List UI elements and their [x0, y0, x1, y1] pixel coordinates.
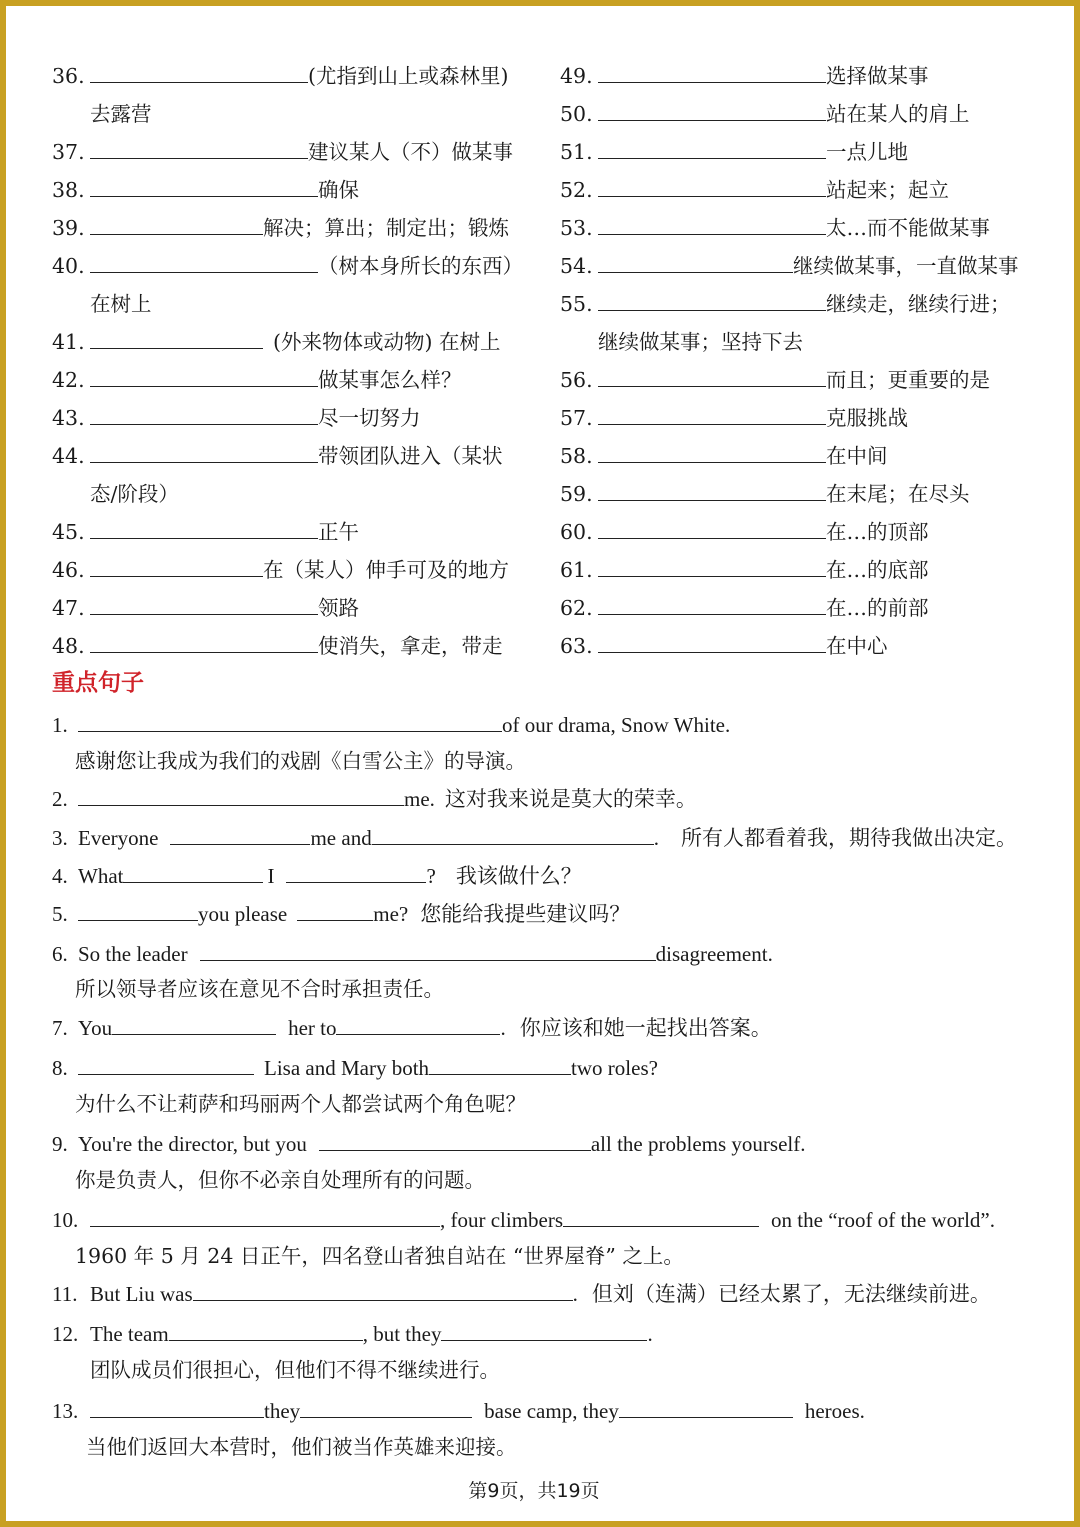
vocab-item: 44. 带领团队进入（某状 [52, 444, 503, 468]
sentence-translation: 1960 年 5 月 24 日正午，四名登山者独自站在 “世界屋脊” 之上。 [75, 1244, 684, 1268]
vocab-item: 61. 在…的底部 [560, 558, 929, 582]
answer-blank[interactable] [112, 1016, 276, 1035]
vocab-item: 51. 一点儿地 [560, 140, 908, 164]
answer-blank[interactable] [90, 330, 263, 349]
sentence-translation: 感谢您让我成为我们的戏剧《白雪公主》的导演。 [75, 749, 526, 773]
answer-blank[interactable] [90, 520, 318, 539]
vocab-item-continuation: 继续做某事；坚持下去 [598, 330, 803, 354]
answer-blank[interactable] [90, 406, 318, 425]
vocab-item: 40. （树本身所长的东西） [52, 254, 523, 278]
answer-blank[interactable] [598, 482, 826, 501]
answer-blank[interactable] [78, 787, 404, 806]
vocab-item-continuation: 态/阶段） [90, 482, 179, 506]
answer-blank[interactable] [90, 634, 318, 653]
answer-blank[interactable] [90, 1208, 440, 1227]
answer-blank[interactable] [563, 1208, 759, 1227]
answer-blank[interactable] [123, 864, 263, 883]
answer-blank[interactable] [598, 178, 826, 197]
answer-blank[interactable] [598, 444, 826, 463]
sentence-item: 11. But Liu was . 但刘（连满）已经太累了，无法继续前进。 [52, 1282, 991, 1306]
answer-blank[interactable] [336, 1016, 500, 1035]
sentence-item: 2. me. 这对我来说是莫大的荣幸。 [52, 787, 697, 811]
sentence-item: 3. Everyone me and . 所有人都看着我，期待我做出决定。 [52, 826, 1017, 850]
answer-blank[interactable] [598, 520, 826, 539]
sentence-item: 10. , four climbers on the “roof of the world”. [52, 1208, 995, 1232]
vocab-item: 52. 站起来；起立 [560, 178, 949, 202]
vocab-item: 39. 解决；算出；制定出；锻炼 [52, 216, 509, 240]
sentence-item: 8. Lisa and Mary both two roles? [52, 1056, 658, 1080]
vocab-item: 46. 在（某人）伸手可及的地方 [52, 558, 509, 582]
vocab-item: 47. 领路 [52, 596, 359, 620]
answer-blank[interactable] [372, 826, 654, 845]
answer-blank[interactable] [598, 64, 826, 83]
answer-blank[interactable] [90, 216, 263, 235]
vocab-item: 42. 做某事怎么样？ [52, 368, 462, 392]
answer-blank[interactable] [90, 368, 318, 387]
sentence-item: 4. What I ? 我该做什么？ [52, 864, 582, 888]
sentence-translation: 所以领导者应该在意见不合时承担责任。 [75, 977, 444, 1001]
sentence-item: 9. You're the director, but you all the problems yourself. [52, 1132, 806, 1156]
answer-blank[interactable] [78, 713, 502, 732]
answer-blank[interactable] [193, 1282, 573, 1301]
vocab-item-continuation: 在树上 [90, 292, 152, 316]
vocab-item: 59. 在末尾；在尽头 [560, 482, 970, 506]
vocab-item: 48. 使消失，拿走，带走 [52, 634, 503, 658]
answer-blank[interactable] [598, 406, 826, 425]
answer-blank[interactable] [90, 558, 263, 577]
vocab-item-continuation: 去露营 [90, 102, 152, 126]
answer-blank[interactable] [78, 902, 198, 921]
vocab-item: 58. 在中间 [560, 444, 888, 468]
sentence-item: 5. you please me? 您能给我提些建议吗？ [52, 902, 631, 926]
answer-blank[interactable] [200, 942, 656, 961]
answer-blank[interactable] [300, 1399, 472, 1418]
answer-blank[interactable] [598, 368, 826, 387]
vocab-item: 63. 在中心 [560, 634, 888, 658]
answer-blank[interactable] [297, 902, 373, 921]
vocab-item: 43. 尽一切努力 [52, 406, 421, 430]
answer-blank[interactable] [429, 1056, 571, 1075]
answer-blank[interactable] [169, 1322, 363, 1341]
answer-blank[interactable] [90, 1399, 264, 1418]
answer-blank[interactable] [90, 64, 308, 83]
answer-blank[interactable] [90, 140, 308, 159]
vocab-item: 53. 太…而不能做某事 [560, 216, 990, 240]
answer-blank[interactable] [598, 102, 826, 121]
answer-blank[interactable] [598, 140, 826, 159]
answer-blank[interactable] [619, 1399, 793, 1418]
vocab-item: 36. (尤指到山上或森林里) [52, 64, 509, 88]
vocab-item: 57. 克服挑战 [560, 406, 908, 430]
sentence-translation: 当他们返回大本营时，他们被当作英雄来迎接。 [86, 1435, 517, 1459]
answer-blank[interactable] [598, 292, 826, 311]
answer-blank[interactable] [90, 444, 318, 463]
sentence-item: 12. The team , but they . [52, 1322, 653, 1346]
vocab-item: 50. 站在某人的肩上 [560, 102, 970, 126]
vocab-item: 38. 确保 [52, 178, 359, 202]
page-footer: 第9页，共19页 [468, 1480, 600, 1502]
answer-blank[interactable] [319, 1132, 591, 1151]
answer-blank[interactable] [598, 634, 826, 653]
vocab-item: 37. 建议某人（不）做某事 [52, 140, 513, 164]
answer-blank[interactable] [90, 178, 318, 197]
vocab-item: 56. 而且；更重要的是 [560, 368, 990, 392]
sentence-item: 1. of our drama, Snow White. [52, 713, 731, 737]
sentence-item: 7. You her to . 你应该和她一起找出答案。 [52, 1016, 772, 1040]
vocab-item: 49. 选择做某事 [560, 64, 929, 88]
answer-blank[interactable] [598, 558, 826, 577]
sentence-translation: 团队成员们很担心，但他们不得不继续进行。 [90, 1358, 500, 1382]
answer-blank[interactable] [598, 216, 826, 235]
answer-blank[interactable] [170, 826, 310, 845]
vocab-item: 45. 正午 [52, 520, 359, 544]
vocab-item: 60. 在…的顶部 [560, 520, 929, 544]
section-title: 重点句子 [52, 669, 144, 696]
sentence-item: 13. they base camp, they heroes. [52, 1399, 865, 1423]
vocab-item: 54. 继续做某事，一直做某事 [560, 254, 1019, 278]
answer-blank[interactable] [598, 254, 793, 273]
sentence-item: 6. So the leader disagreement. [52, 942, 773, 966]
answer-blank[interactable] [90, 596, 318, 615]
answer-blank[interactable] [286, 864, 426, 883]
answer-blank[interactable] [441, 1322, 647, 1341]
answer-blank[interactable] [90, 254, 318, 273]
vocab-item: 62. 在…的前部 [560, 596, 929, 620]
answer-blank[interactable] [78, 1056, 254, 1075]
answer-blank[interactable] [598, 596, 826, 615]
sentence-translation: 为什么不让莉萨和玛丽两个人都尝试两个角色呢？ [75, 1092, 526, 1116]
vocab-item: 41. (外来物体或动物) 在树上 [52, 330, 501, 354]
sentence-translation: 你是负责人，但你不必亲自处理所有的问题。 [75, 1168, 485, 1192]
vocab-item: 55. 继续走，继续行进； [560, 292, 1011, 316]
